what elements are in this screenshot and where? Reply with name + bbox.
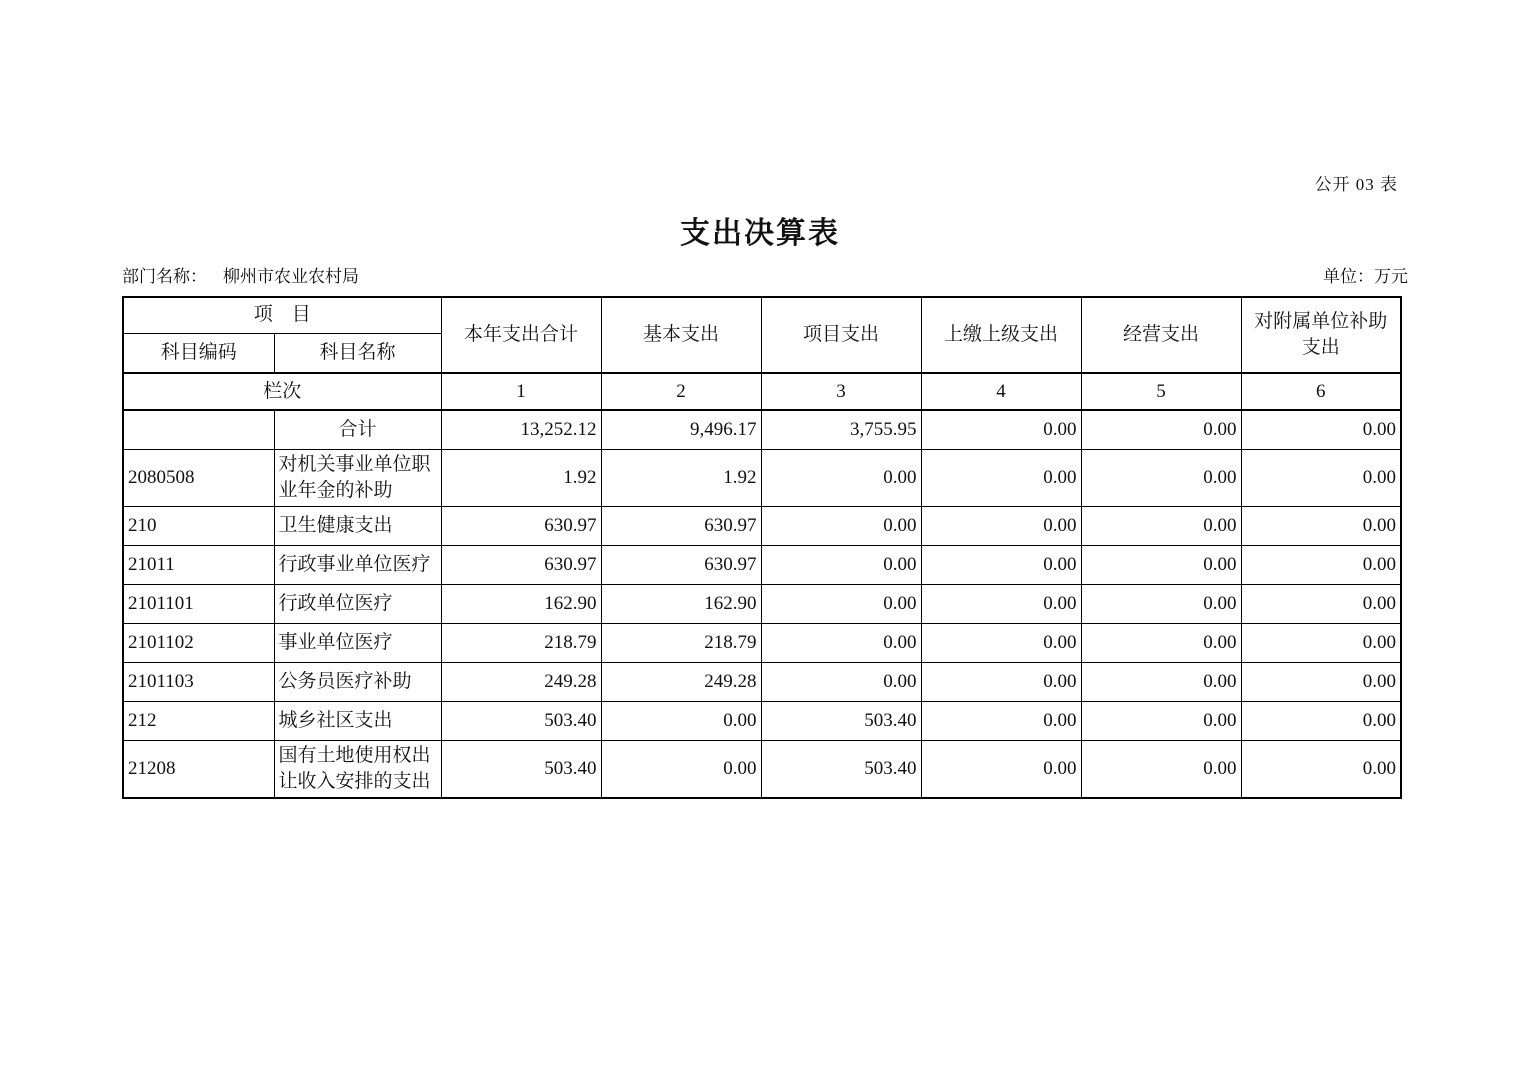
header-item-group: 项 目 — [123, 297, 441, 333]
column-index-2: 2 — [601, 373, 761, 410]
value-cell: 162.90 — [441, 584, 601, 623]
column-index-3: 3 — [761, 373, 921, 410]
department-name — [122, 262, 359, 287]
value-cell: 0.00 — [1081, 410, 1241, 449]
header-row-1 — [123, 297, 1401, 333]
value-cell: 0.00 — [1241, 623, 1401, 662]
value-cell: 0.00 — [1081, 545, 1241, 584]
table-body — [123, 410, 1401, 798]
value-cell: 0.00 — [1081, 506, 1241, 545]
value-cell: 0.00 — [1081, 740, 1241, 798]
column-index-4: 4 — [921, 373, 1081, 410]
value-cell: 13,252.12 — [441, 410, 601, 449]
value-cell: 0.00 — [921, 506, 1081, 545]
header-subject-name: 科目名称 — [274, 333, 441, 373]
value-cell: 0.00 — [921, 449, 1081, 506]
table-row — [123, 701, 1401, 740]
value-cell: 503.40 — [761, 701, 921, 740]
value-cell: 3,755.95 — [761, 410, 921, 449]
page-title: 支出决算表 — [680, 217, 840, 250]
value-cell: 249.28 — [441, 662, 601, 701]
value-cell: 0.00 — [921, 662, 1081, 701]
subject-code-cell: 2101102 — [123, 623, 274, 662]
subject-code-cell: 2080508 — [123, 449, 274, 506]
value-cell: 0.00 — [761, 545, 921, 584]
value-cell: 0.00 — [1241, 410, 1401, 449]
table-row — [123, 449, 1401, 506]
value-cell: 0.00 — [1081, 701, 1241, 740]
value-cell: 0.00 — [921, 410, 1081, 449]
value-cell: 0.00 — [1081, 449, 1241, 506]
subject-name-cell: 对机关事业单位职业年金的补助 — [274, 449, 441, 506]
subject-code-cell: 21208 — [123, 740, 274, 798]
department-label: 部门名称： — [122, 267, 207, 286]
header-col-total: 本年支出合计 — [441, 297, 601, 373]
header-col-basic: 基本支出 — [601, 297, 761, 373]
subject-name-cell: 行政单位医疗 — [274, 584, 441, 623]
unit-label: 单位：万元 — [1323, 267, 1408, 286]
column-index-5: 5 — [1081, 373, 1241, 410]
table-row — [123, 545, 1401, 584]
column-index-1: 1 — [441, 373, 601, 410]
value-cell: 503.40 — [441, 701, 601, 740]
subject-name-cell: 卫生健康支出 — [274, 506, 441, 545]
table-row — [123, 623, 1401, 662]
expenditure-table — [122, 296, 1402, 799]
value-cell: 1.92 — [441, 449, 601, 506]
value-cell: 218.79 — [601, 623, 761, 662]
value-cell: 0.00 — [1241, 545, 1401, 584]
value-cell: 0.00 — [1241, 506, 1401, 545]
value-cell: 0.00 — [761, 506, 921, 545]
value-cell: 0.00 — [921, 545, 1081, 584]
value-cell: 0.00 — [1241, 740, 1401, 798]
subject-code-cell — [123, 410, 274, 449]
value-cell: 9,496.17 — [601, 410, 761, 449]
value-cell: 630.97 — [441, 545, 601, 584]
value-cell: 0.00 — [921, 701, 1081, 740]
subject-name-cell: 国有土地使用权出让收入安排的支出 — [274, 740, 441, 798]
subject-name-cell: 行政事业单位医疗 — [274, 545, 441, 584]
table-row — [123, 506, 1401, 545]
value-cell: 0.00 — [1241, 701, 1401, 740]
table-row — [123, 662, 1401, 701]
subject-code-cell: 210 — [123, 506, 274, 545]
value-cell: 0.00 — [761, 584, 921, 623]
subject-code-cell: 212 — [123, 701, 274, 740]
value-cell: 0.00 — [761, 449, 921, 506]
header-col-upturn: 上缴上级支出 — [921, 297, 1081, 373]
value-cell: 503.40 — [441, 740, 601, 798]
value-cell: 0.00 — [1241, 449, 1401, 506]
subject-name-cell: 公务员医疗补助 — [274, 662, 441, 701]
table-meta-row — [122, 262, 1408, 287]
value-cell: 249.28 — [601, 662, 761, 701]
column-index-6: 6 — [1241, 373, 1401, 410]
table-row — [123, 740, 1401, 798]
value-cell: 0.00 — [1081, 623, 1241, 662]
table-row — [123, 584, 1401, 623]
header-col-subsidy: 对附属单位补助支出 — [1241, 297, 1401, 373]
value-cell: 0.00 — [921, 584, 1081, 623]
subject-name-cell: 事业单位医疗 — [274, 623, 441, 662]
subject-name-cell: 合计 — [274, 410, 441, 449]
value-cell: 0.00 — [1081, 584, 1241, 623]
form-number-label: 公开 03 表 — [1314, 175, 1398, 194]
subject-code-cell: 2101103 — [123, 662, 274, 701]
value-cell: 162.90 — [601, 584, 761, 623]
department-value: 柳州市农业农村局 — [223, 267, 359, 286]
value-cell: 0.00 — [921, 740, 1081, 798]
table-header — [123, 297, 1401, 410]
table-row — [123, 410, 1401, 449]
value-cell: 0.00 — [761, 623, 921, 662]
value-cell: 1.92 — [601, 449, 761, 506]
value-cell: 0.00 — [1081, 662, 1241, 701]
header-col-project: 项目支出 — [761, 297, 921, 373]
value-cell: 218.79 — [441, 623, 601, 662]
value-cell: 630.97 — [601, 545, 761, 584]
column-index-label: 栏次 — [123, 373, 441, 410]
value-cell: 0.00 — [761, 662, 921, 701]
header-subject-code: 科目编码 — [123, 333, 274, 373]
subject-name-cell: 城乡社区支出 — [274, 701, 441, 740]
header-col-operating: 经营支出 — [1081, 297, 1241, 373]
value-cell: 630.97 — [601, 506, 761, 545]
subject-code-cell: 21011 — [123, 545, 274, 584]
value-cell: 0.00 — [1241, 662, 1401, 701]
value-cell: 0.00 — [921, 623, 1081, 662]
value-cell: 503.40 — [761, 740, 921, 798]
column-index-row — [123, 373, 1401, 410]
value-cell: 0.00 — [601, 740, 761, 798]
subject-code-cell: 2101101 — [123, 584, 274, 623]
value-cell: 630.97 — [441, 506, 601, 545]
value-cell: 0.00 — [1241, 584, 1401, 623]
value-cell: 0.00 — [601, 701, 761, 740]
